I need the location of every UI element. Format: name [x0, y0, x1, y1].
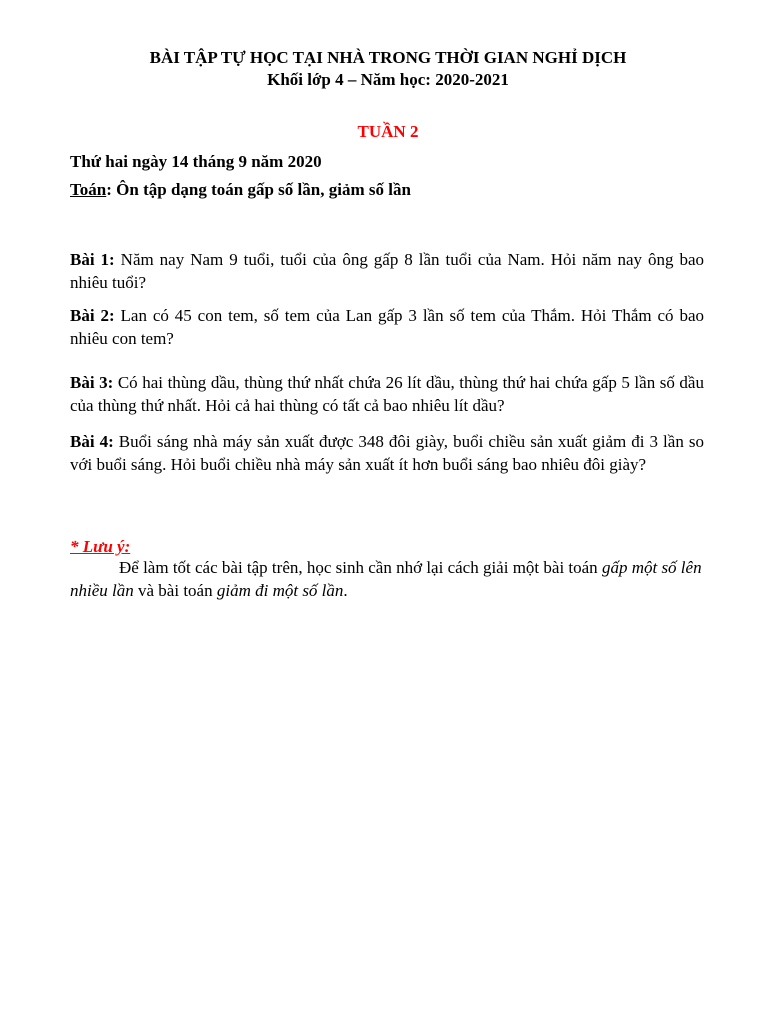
note-label: * Lưu ý: [70, 537, 131, 556]
exercise-label: Bài 4: [70, 432, 114, 451]
exercise-text: Năm nay Nam 9 tuổi, tuổi của ông gấp 8 lần tuổi của Nam. Hỏi năm nay ông bao nhiêu tuổi? [70, 250, 704, 292]
exercise-text: Lan có 45 con tem, số tem của Lan gấp 3 lần số tem của Thắm. Hỏi Thắm có bao nhiêu con tem? [70, 306, 704, 348]
note-text: và bài toán [133, 580, 217, 600]
note-emphasis: giảm đi một số lần [216, 580, 344, 600]
exercise-label: Bài 3: [70, 373, 114, 392]
exercise-text: Có hai thùng dầu, thùng thứ nhất chứa 26 lít dầu, thùng thứ hai chứa gấp 5 lần số dầu của thùng thứ nhất. Hỏi cả hai thùng có tất cả bao nhiêu lít dầu? [70, 373, 704, 415]
note-body [70, 557, 704, 602]
exercise-label: Bài 1: [70, 250, 115, 269]
note-text: Để làm tốt các bài tập trên, học sinh cần nhớ lại cách giải một bài toán [119, 558, 602, 577]
exercise-3 [70, 372, 704, 417]
subject-topic: Ôn tập dạng toán gấp số lần, giảm số lần [116, 180, 411, 199]
week-heading: TUẦN 2 [357, 122, 419, 141]
exercise-2 [70, 305, 704, 350]
date-line: Thứ hai ngày 14 tháng 9 năm 2020 [70, 152, 322, 171]
note-emphasis: gấp một số lên nhiều lần [70, 558, 702, 600]
subject-label: Toán [70, 180, 107, 199]
document-title: BÀI TẬP TỰ HỌC TẠI NHÀ TRONG THỜI GIAN NGHỈ DỊCH [149, 48, 627, 67]
note-text: . [343, 580, 348, 600]
exercise-1 [70, 249, 704, 294]
document-subtitle: Khối lớp 4 – Năm học: 2020-2021 [267, 70, 509, 89]
exercise-label: Bài 2: [70, 306, 115, 325]
exercise-4 [70, 431, 704, 476]
exercise-text: Buổi sáng nhà máy sản xuất được 348 đôi giày, buổi chiều sản xuất giảm đi 3 lần so với buổi sáng. Hỏi buổi chiều nhà máy sản xuất ít hơn buổi sáng bao nhiêu đôi giày? [70, 432, 704, 474]
subject-separator: : [106, 180, 117, 199]
subject-line [70, 179, 411, 201]
